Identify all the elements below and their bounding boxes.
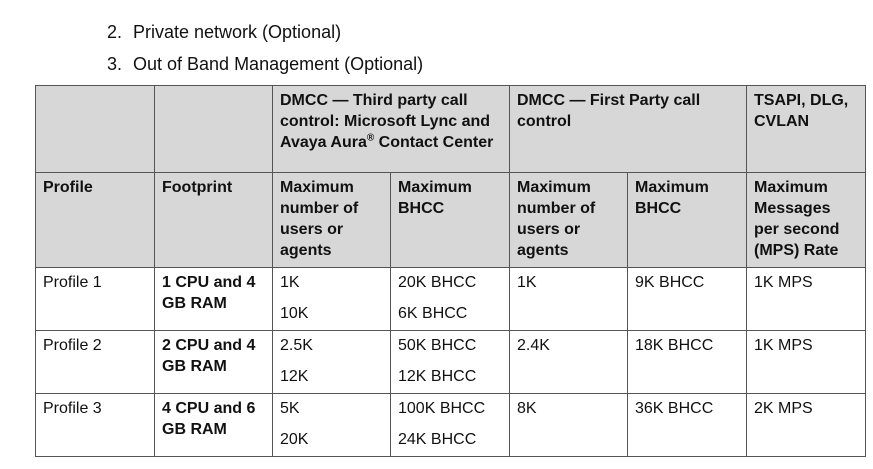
- list-item: [107, 16, 423, 48]
- cell-footprint: 1 CPU and 4 GB RAM: [155, 268, 273, 331]
- table-row: [36, 331, 866, 394]
- cell-profile: Profile 1: [36, 268, 155, 331]
- empty-header-cell: [155, 86, 273, 173]
- cell-mps: 1K MPS: [747, 268, 866, 331]
- header-max-bhcc-3p: Maximum BHCC: [391, 173, 510, 268]
- cell-bhcc-1p: 36K BHCC: [628, 394, 747, 457]
- cell-footprint: 4 CPU and 6 GB RAM: [155, 394, 273, 457]
- cell-mps: 1K MPS: [747, 331, 866, 394]
- header-footprint: Footprint: [155, 173, 273, 268]
- table-row: [36, 268, 866, 331]
- header-max-users-1p: Maximum number of users or agents: [510, 173, 628, 268]
- cell-users-3p: 1K 10K: [273, 268, 391, 331]
- cell-users-1p: 8K: [510, 394, 628, 457]
- list-text: Out of Band Management (Optional): [133, 54, 424, 74]
- cell-bhcc-1p: 18K BHCC: [628, 331, 747, 394]
- list-text: Private network (Optional): [133, 22, 342, 42]
- header-third-party: DMCC — Third party call control: Microsoft Lync and Avaya Aura® Contact Center: [273, 86, 510, 173]
- cell-users-3p: 5K 20K: [273, 394, 391, 457]
- cell-mps: 2K MPS: [747, 394, 866, 457]
- header-max-users-3p: Maximum number of users or agents: [273, 173, 391, 268]
- profiles-table: [35, 85, 866, 457]
- header-max-bhcc-1p: Maximum BHCC: [628, 173, 747, 268]
- list-number: 3.: [107, 54, 123, 74]
- column-header-row: [36, 173, 866, 268]
- header-max-mps: Maximum Messages per second (MPS) Rate: [747, 173, 866, 268]
- header-profile: Profile: [36, 173, 155, 268]
- list-number: 2.: [107, 22, 123, 42]
- numbered-list: [107, 16, 423, 80]
- cell-users-1p: 2.4K: [510, 331, 628, 394]
- header-tsapi: TSAPI, DLG, CVLAN: [747, 86, 866, 173]
- cell-users-3p: 2.5K 12K: [273, 331, 391, 394]
- list-item: [107, 48, 423, 80]
- cell-bhcc-1p: 9K BHCC: [628, 268, 747, 331]
- cell-bhcc-3p: 20K BHCC 6K BHCC: [391, 268, 510, 331]
- cell-footprint: 2 CPU and 4 GB RAM: [155, 331, 273, 394]
- cell-profile: Profile 2: [36, 331, 155, 394]
- empty-header-cell: [36, 86, 155, 173]
- group-header-row: [36, 86, 866, 173]
- header-first-party: DMCC — First Party call control: [510, 86, 747, 173]
- cell-bhcc-3p: 50K BHCC 12K BHCC: [391, 331, 510, 394]
- cell-users-1p: 1K: [510, 268, 628, 331]
- cell-bhcc-3p: 100K BHCC 24K BHCC: [391, 394, 510, 457]
- table-row: [36, 394, 866, 457]
- cell-profile: Profile 3: [36, 394, 155, 457]
